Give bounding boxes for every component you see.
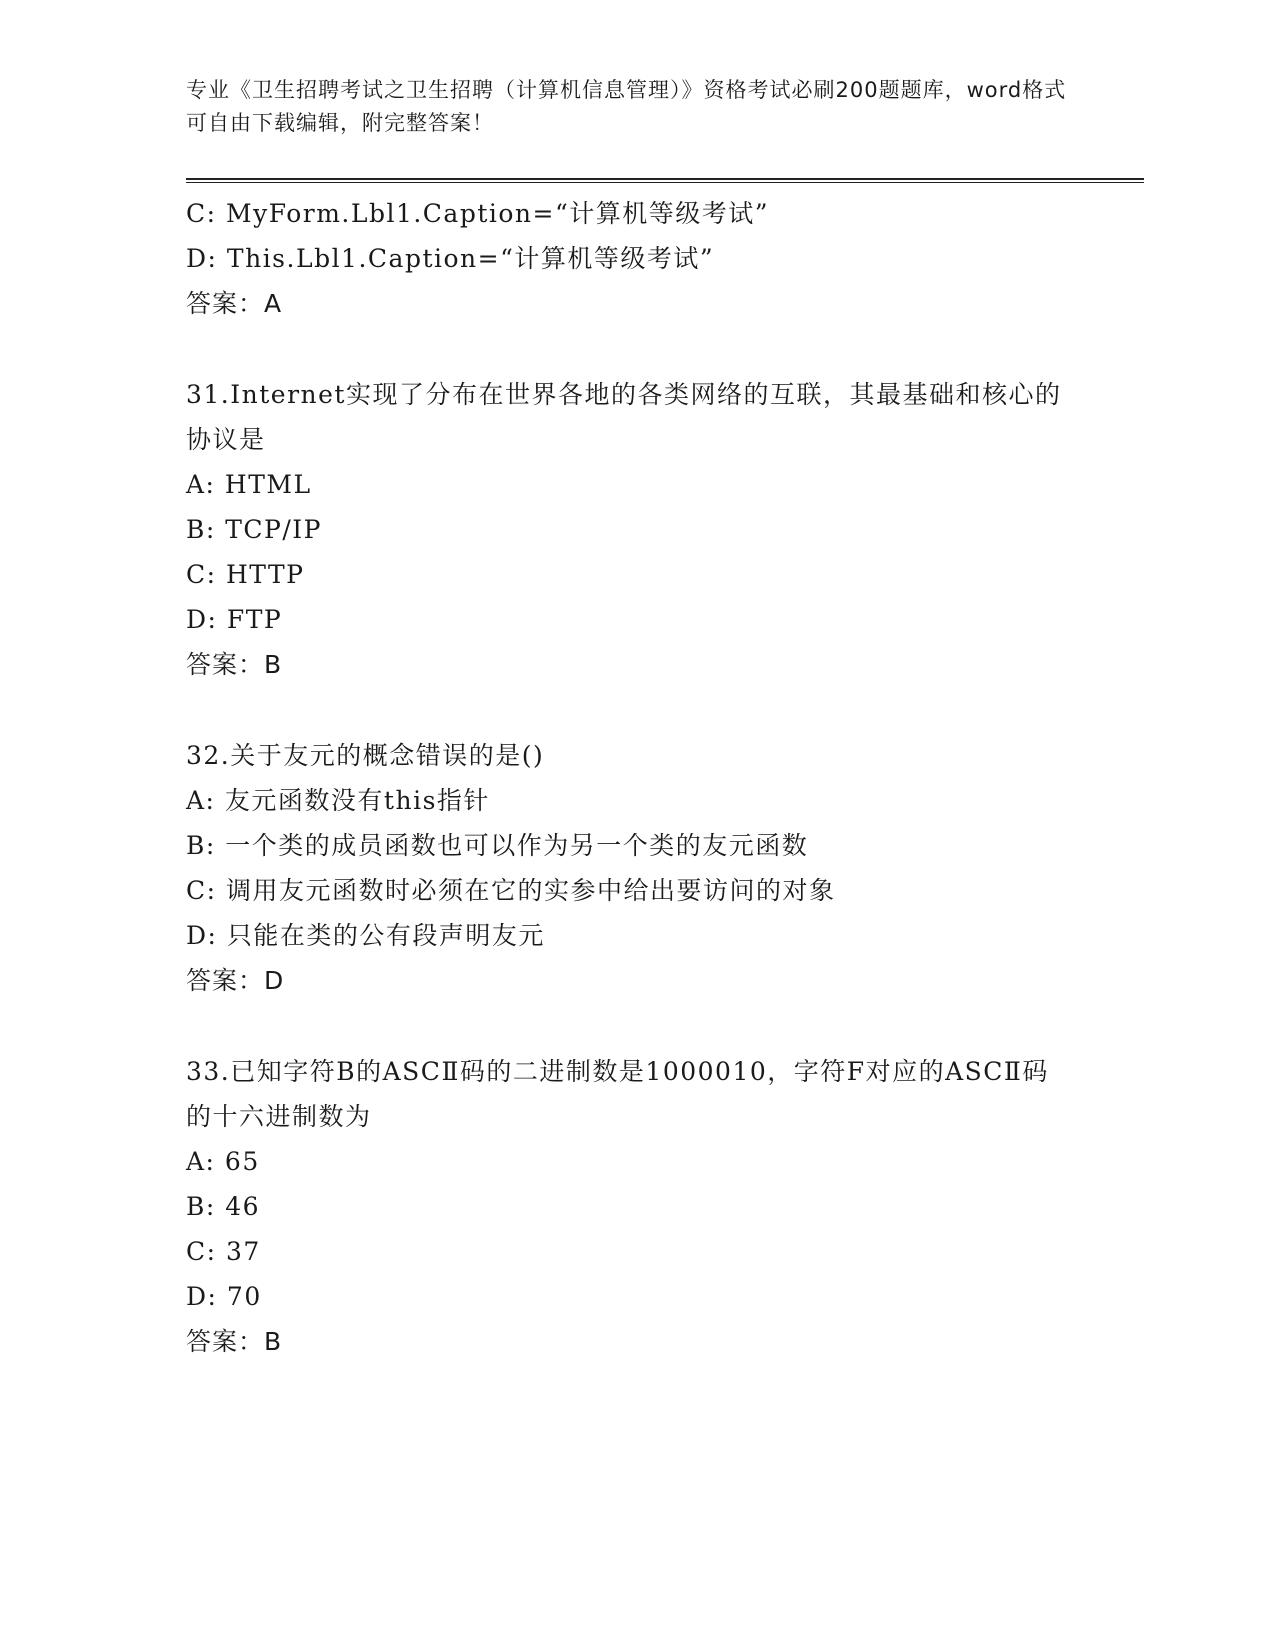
answer-label: 答案：A bbox=[186, 289, 283, 318]
option-c: C: 调用友元函数时必须在它的实参中给出要访问的对象 bbox=[186, 876, 836, 905]
document-header bbox=[186, 74, 1086, 140]
answer-label: 答案：D bbox=[186, 966, 285, 995]
option-c: C: MyForm.Lbl1.Caption=“计算机等级考试” bbox=[186, 199, 770, 228]
answer-label: 答案：B bbox=[186, 650, 283, 679]
option-d: D: FTP bbox=[186, 605, 283, 634]
question-text: 33.已知字符B的ASCⅡ码的二进制数是1000010，字符F对应的ASCⅡ码的十六进制数为 bbox=[186, 1057, 1049, 1131]
option-c: C: 37 bbox=[186, 1237, 261, 1266]
question-31 bbox=[186, 372, 1086, 687]
question-fragment bbox=[186, 191, 1086, 326]
option-b: B: TCP/IP bbox=[186, 515, 322, 544]
answer-label: 答案：B bbox=[186, 1327, 283, 1356]
option-a: A: 友元函数没有this指针 bbox=[186, 786, 490, 815]
header-title: 专业《卫生招聘考试之卫生招聘（计算机信息管理）》资格考试必刷200题题库，word格式可自由下载编辑，附完整答案！ bbox=[186, 78, 1067, 135]
question-33 bbox=[186, 1049, 1086, 1364]
option-b: B: 46 bbox=[186, 1192, 261, 1221]
question-text: 32.关于友元的概念错误的是() bbox=[186, 741, 545, 770]
option-b: B: 一个类的成员函数也可以作为另一个类的友元函数 bbox=[186, 831, 809, 860]
question-list bbox=[186, 191, 1086, 1364]
header-divider bbox=[186, 178, 1144, 183]
option-d: D: 只能在类的公有段声明友元 bbox=[186, 921, 545, 950]
option-d: D: This.Lbl1.Caption=“计算机等级考试” bbox=[186, 244, 715, 273]
option-c: C: HTTP bbox=[186, 560, 305, 589]
option-a: A: 65 bbox=[186, 1147, 260, 1176]
question-32 bbox=[186, 733, 1086, 1003]
option-a: A: HTML bbox=[186, 470, 312, 499]
option-d: D: 70 bbox=[186, 1282, 262, 1311]
question-text: 31.Internet实现了分布在世界各地的各类网络的互联，其最基础和核心的协议是 bbox=[186, 380, 1062, 454]
